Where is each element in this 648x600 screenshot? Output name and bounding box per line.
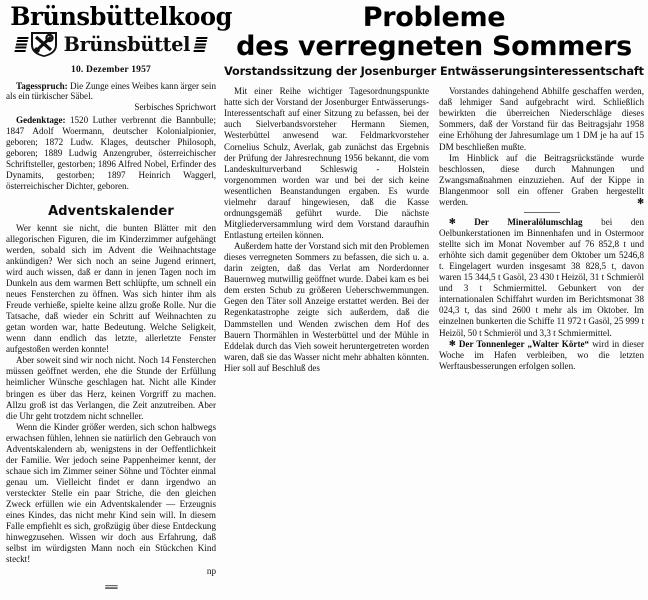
brief-lead: Der Tonnenleger „Walter Körte“ — [458, 338, 590, 349]
section-ornament: ≡≡≡ — [104, 581, 118, 592]
article-columns — [224, 86, 644, 374]
masthead-title-line2: Brünsbüttel — [63, 32, 191, 56]
feature-paragraph: Aber soweit sind wir noch nicht. Noch 14 Fensterchen müssen geöffnet werden, ehe die Stunde der Erfüllung heimlicher Wünsche geschlagen hat. Nicht alle Kinder bringen es über das Herz, keinen Vorgriff zu machen. Allzu groß ist das Verlangen, die Zeit anzutreiben. Aber die Uhr geht trotzdem nicht schneller. — [6, 355, 216, 421]
tagesspruch-label: Tagesspruch: — [16, 80, 68, 91]
news-brief — [439, 217, 644, 339]
tagesspruch-block — [6, 81, 216, 103]
gedenktage-block — [6, 115, 216, 191]
article-column-2 — [439, 86, 644, 374]
masthead-title-line1: Brünsbüttelkoog — [10, 2, 233, 31]
article-paragraph — [439, 153, 644, 208]
brief-divider — [524, 212, 560, 213]
article-subheadline: Vorstandssitzung der Josenburger Entwässerungsinteressentschaft — [224, 65, 644, 79]
feature-paragraph: Wer kennt sie nicht, die bunten Blätter mit den allegorischen Figuren, die im Kinderzimmer aufgehängt werden, sobald sich im Advent die Weihnachtstage ankündigen? Wer sich noch an seine Jugend erinnert, wird auch wissen, daß er dann in jenen Tagen noch im Dunkeln aus dem warmen Bett schlüpfte, um schnell ein neues Fensterchen zu öffnen. Was sich hinter ihm als Freude verhieße, spielte keine allzu große Rolle. Nur die Tatsache, daß wieder ein Schritt auf Weihnachten zu getan worden war, hatte Bedeutung. Welche Seligkeit, wenn dann endlich das letzte, allerletzte Fenster aufgestoßen werden konnte! — [6, 222, 216, 355]
end-of-article-star-icon: ✻ — [637, 196, 644, 206]
gedenktage-text: 1520 Luther verbrennt die Bannbulle; 1847 Adolf Woermann, deutscher Kolonialpionier, geboren; 1872 Ludw. Klages, deutscher Philosoph, geboren; 1889 Ludwig Anzengruber, österreichischer Schriftsteller, gestorben; 1896 Alfred Nobel, Erfinder des Dynamits, gestorben; 1897 Heinrich Waggerl, österreichischer Dichter, geboren. — [6, 115, 216, 191]
article-paragraph: Außerdem hatte der Vorstand sich mit den Problemen dieses verregneten Sommers zu befassen, die sich u. a. darin zeigten, daß das Verlat am Norderdonner Bauernweg mutwillig geöffnet wurde. Dabei kam es bei dem ersten Schub zu größeren Ueberschwemmungen. Gegen den Täter soll Anzeige erstattet werden. Bei der Regenkatastrophe zeigte sich außerdem, daß die Dammstellen und Wenden zwischen dem Hof des Bauern Thormählen in Westerbüttel und der Mühle in Eddelak durch das Vieh soweit heruntergetreten worden waren, daß sie das Wasser nicht mehr abhalten könnten. Hier soll auf Beschluß des — [224, 241, 429, 373]
gedenktage-label: Gedenktage: — [16, 115, 66, 126]
ornament-bar-right — [193, 37, 207, 52]
feature-signature: np — [206, 565, 216, 576]
ornament-bar-left — [14, 37, 28, 52]
article-paragraph-text: Im Hinblick auf die Beitragsrückstände wurde beschlossen, diese durch Mahnungen und Zwangsmaßnahmen einzuziehen. Auf der Kippe in Blangenmoor soll ein offener Graben hergestellt werden. — [439, 152, 644, 207]
brief-star-icon: ✻ — [449, 216, 456, 226]
brief-lead: Der Mineralölumschlag — [474, 216, 583, 227]
article-column-1 — [224, 86, 429, 374]
left-column — [6, 2, 233, 596]
masthead-title-row2 — [6, 31, 216, 58]
feature-paragraph: Wenn die Kinder größer werden, sich schon halbwegs erwachsen fühlen, lehnen sie natürlich den Gebrauch von Adventskalendern ab, wenigstens in der Oeffentlichkeit der Familie. Wer jedoch seine Pappenheimer kennt, der schaue sich im Zimmer seiner Söhne und Töchter einmal genau um. Vielleicht findet er dann irgendwo an versteckter Stelle ein paar Striche, die den gleichen Zweck erfüllen wie ein Adventskalender — Erzeugnis eines Kindes, das nicht mehr Kind sein will. In diesem Falle empfiehlt es sich, großzügig über diese Entdeckung hinwegzusehen. Wissen wir doch aus Erfahrung, daß selbst im würdigsten Mann noch ein Stückchen Kind steckt! — [6, 421, 216, 565]
brief-text: wird in dieser Woche im Hafen verbleiben, wo die letzten Werftausbesserungen erfolgen sollen. — [439, 338, 644, 371]
article-headline-line2: des verregneten Sommers — [236, 30, 632, 62]
tagesspruch-text: Die Zunge eines Weibes kann ärger sein als ein türkischer Säbel. — [6, 80, 216, 102]
feature-body — [6, 223, 216, 566]
news-brief-paragraph — [439, 217, 644, 339]
brief-star-icon: ✻ — [449, 338, 456, 348]
brief-text: bei den Oelbunkerstationen im Binnenhafen und in Ostermoor stellte sich im Monat November auf 76 852,8 t und erhöhte sich damit gegenüber dem Oktober um 5246,8 t. Eingelagert wurden insgesamt 38 828,5 t, davon waren 15 344,5 t Gasöl, 23 430 t Heizöl, 31 t Schmieröl und 3 t Schmiermittel. Gebunkert von der internationalen Schiffahrt wurden im Berichtsmonat 38 024,3 t, das sind 2600 t mehr als im Oktober. Im einzelnen bunkerten die Schiffe 11 972 t Gasöl, 25 999 t Heizöl, 50 t Schmieröl und 3,3 t Schmiermittel. — [439, 216, 644, 338]
masthead — [6, 2, 233, 75]
article-paragraph: Mit einer Reihe wichtiger Tagesordnungspunkte hatte sich der Vorstand der Josenburger Entwässerungs-Interessentschaft auf einer Sitzung zu befassen, bei der auch Sielverbandsvorsteher Hermann Siemen, Westerbüttel anwesend war. Feldmarkvorsteher Cornelius Schulz, Averlak, gab zunächst das Ergebnis der Prüfung der Jahresrechnung 1956 bekannt, die vom Landeskulturverband Schleswig - Holstein vorgenommen worden war und bei der sich keine wesentlichen Beanstandungen ergaben. Es wurde vielmehr darauf hingewiesen, daß die Kasse ordnungsgemäß geführt wurde. Die nächste Mitgliederversammlung wird dem Vorstand daraufhin Entlastung erteilen können. — [224, 86, 429, 241]
feature-heading: Adventskalender — [48, 203, 174, 219]
news-brief — [439, 339, 644, 372]
article-headline-line1: Probleme — [362, 2, 506, 33]
tagesspruch-attribution: Serbisches Sprichwort — [134, 102, 216, 113]
coat-of-arms-anchor-hammer-icon — [29, 31, 59, 58]
publication-date: 10. Dezember 1957 — [71, 64, 151, 75]
main-article — [224, 4, 644, 596]
article-paragraph: Vorstandes dahingehend Abhilfe geschaffen werden, daß lehmiger Sand aufgebracht wird. Schließlich bewirkten die überreichen Niederschläge dieses Sommers, daß der Vorstand für das Beitragsjahr 1958 eine Erhöhung der Jahresumlage um 1 DM je ha auf 15 DM beschließen mußte. — [439, 86, 644, 152]
news-brief-paragraph — [439, 339, 644, 372]
article-headline — [224, 4, 644, 61]
